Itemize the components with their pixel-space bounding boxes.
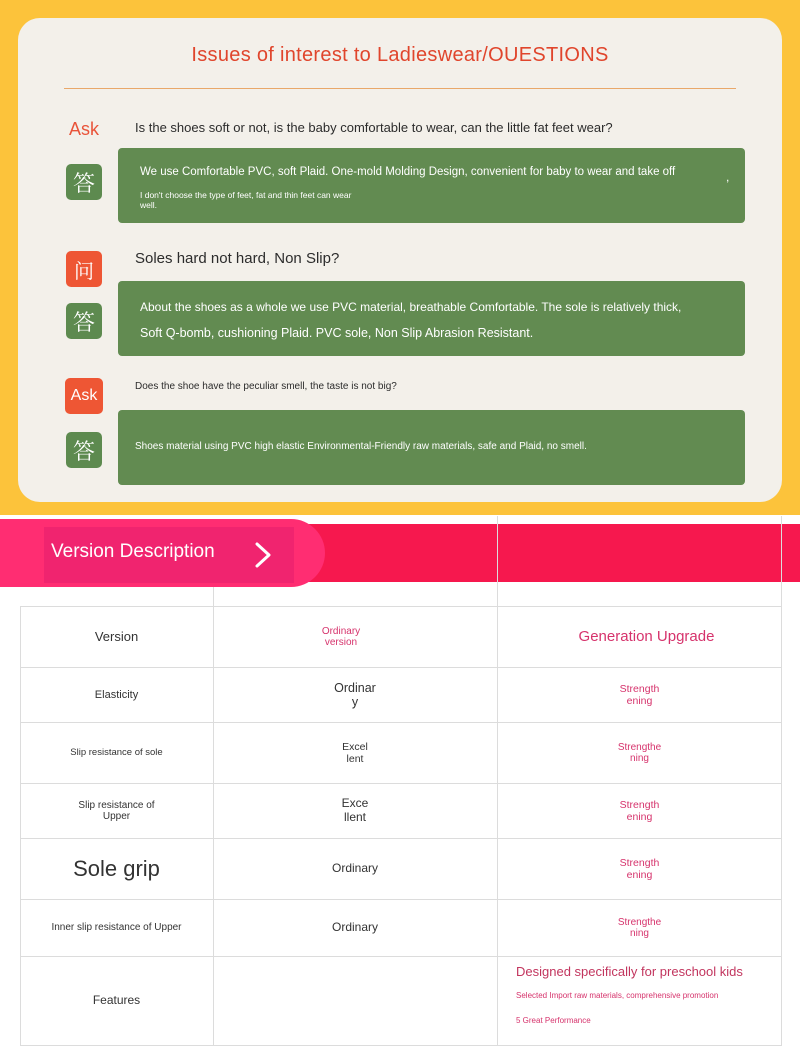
table-cell-upgrade: Strengthe ning — [617, 916, 662, 939]
answer-text: Shoes material using PVC high elastic Environmental-Friendly raw materials, safe and Plaid, no smell. — [135, 441, 587, 452]
table-row-label: Slip resistance of sole — [70, 746, 163, 758]
answer-box — [118, 410, 745, 485]
table-row-label: Sole grip — [73, 856, 160, 882]
table-cell-upgrade: Strength ening — [619, 856, 660, 881]
table-cell-ordinary: Ordinary — [331, 920, 378, 935]
question-text: Soles hard not hard, Non Slip? — [135, 250, 340, 267]
faq-title: Issues of interest to Ladieswear/OUESTIONS — [191, 44, 609, 66]
table-row-label: Features — [92, 993, 141, 1008]
table-cell-ordinary: Excel lent — [342, 740, 368, 765]
chevron-right-icon — [253, 542, 275, 568]
table-cell-ordinary: Ordinar y — [334, 680, 376, 709]
answer-mark: , — [726, 170, 730, 184]
answer-text: Soft Q-bomb, cushioning Plaid. PVC sole, Non Slip Abrasion Resistant. — [140, 326, 534, 340]
table-cell-ordinary: Ordinary — [331, 861, 378, 876]
answer-text: well. — [140, 200, 158, 210]
table-cell-upgrade: Strengthe ning — [617, 741, 662, 764]
answer-text: We use Comfortable PVC, soft Plaid. One-mold Molding Design, convenient for baby to wear and take off — [140, 166, 676, 178]
ask-badge: Ask — [65, 378, 103, 414]
version-title: Version Description — [51, 541, 215, 562]
table-divider — [20, 1045, 782, 1046]
answer-box — [118, 148, 745, 223]
faq-divider — [64, 88, 736, 89]
table-cell-upgrade: Strength ening — [619, 798, 660, 823]
features-cell — [516, 964, 776, 1025]
features-line: Selected Import raw materials, comprehensive promotion — [516, 991, 719, 1000]
ask-badge: Ask — [68, 118, 99, 139]
table-divider — [781, 516, 782, 1046]
table-cell-upgrade: Strength ening — [619, 682, 660, 707]
table-cell-ordinary: Exce llent — [341, 796, 369, 824]
answer-badge: 答 — [66, 432, 102, 468]
features-line: 5 Great Performance — [516, 1016, 591, 1025]
answer-badge: 答 — [66, 164, 102, 200]
table-cell-upgrade: Generation Upgrade — [578, 628, 715, 646]
features-headline: Designed specifically for preschool kids — [516, 964, 743, 979]
table-cell-ordinary: Ordinary version — [321, 625, 361, 648]
answer-text: About the shoes as a whole we use PVC material, breathable Comfortable. The sole is relatively thick, — [140, 300, 682, 314]
answer-badge: 答 — [66, 303, 102, 339]
question-text: Is the shoes soft or not, is the baby comfortable to wear, can the little fat feet wear? — [135, 120, 613, 135]
answer-box — [118, 281, 745, 356]
answer-text: I don't choose the type of feet, fat and thin feet can wear — [140, 190, 352, 200]
table-row-label: Slip resistance of Upper — [78, 799, 155, 822]
table-row-label: Version — [94, 628, 139, 644]
table-row-label: Inner slip resistance of Upper — [51, 922, 182, 934]
question-badge: 问 — [66, 251, 102, 287]
table-row-label: Elasticity — [94, 688, 139, 701]
question-text: Does the shoe have the peculiar smell, the taste is not big? — [135, 381, 397, 392]
